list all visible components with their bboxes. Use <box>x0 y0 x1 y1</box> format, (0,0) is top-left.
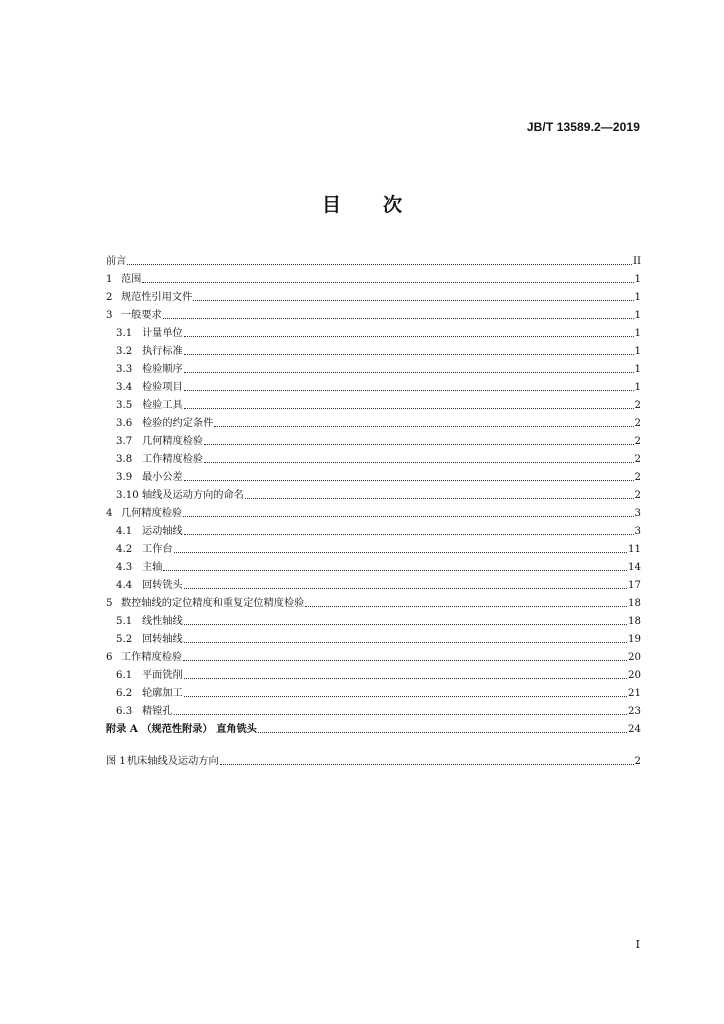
toc-entry-title: 检验顺序 <box>142 364 183 375</box>
toc-entry-number: 3.9 <box>116 472 133 483</box>
toc-entry[interactable] <box>106 394 641 412</box>
toc-entry-page: 2 <box>634 454 641 465</box>
toc-entry-number: 4.3 <box>116 562 133 573</box>
toc-dot-leader <box>184 642 627 643</box>
toc-entry-number: 3.7 <box>116 436 133 447</box>
toc-dot-leader <box>184 336 634 337</box>
toc-entry-number: 4.4 <box>116 580 133 591</box>
toc-dot-leader <box>184 390 634 391</box>
toc-entry[interactable] <box>106 574 641 592</box>
toc-entry-page: 17 <box>628 580 641 591</box>
toc-entry[interactable] <box>106 664 641 682</box>
document-number: JB/T 13589.2—2019 <box>526 120 640 134</box>
toc-dot-leader <box>163 318 634 319</box>
toc-entry-title: 检验项目 <box>142 382 183 393</box>
toc-dot-leader <box>184 480 634 481</box>
toc-entry[interactable] <box>106 592 641 610</box>
toc-entry-number: 3 <box>106 310 113 321</box>
toc-entry[interactable] <box>106 412 641 430</box>
toc-entry-page: 18 <box>628 598 641 609</box>
toc-entry[interactable] <box>106 286 641 304</box>
page-number: I <box>635 938 640 951</box>
toc-entry-title: 规范性引用文件 <box>121 292 193 303</box>
toc-figure-entry[interactable] <box>106 750 641 768</box>
toc-entry-title: 工作台 <box>142 544 173 555</box>
toc-entry-page: 2 <box>634 418 641 429</box>
toc-entry[interactable] <box>106 376 641 394</box>
toc-entry-number: 3.8 <box>116 454 133 465</box>
toc-entry-page: 2 <box>634 472 641 483</box>
toc-entry-title: 工作精度检验 <box>142 454 204 465</box>
toc-entry[interactable] <box>106 718 641 736</box>
page-title-char-1: 目 <box>321 194 341 216</box>
toc-entry-number: 3.5 <box>116 400 133 411</box>
toc-entry-number: 5.2 <box>116 634 133 645</box>
toc-entry-page: 2 <box>634 436 641 447</box>
toc-entry[interactable] <box>106 340 641 358</box>
toc-dot-leader <box>193 300 633 301</box>
toc-entry-page: 3 <box>634 526 641 537</box>
toc-entry[interactable] <box>106 304 641 322</box>
toc-entry-page: 20 <box>628 670 641 681</box>
toc-entry-number: 3.10 <box>116 490 139 501</box>
toc-entry-title: 几何精度检验 <box>121 508 183 519</box>
toc-entry-number: 3.1 <box>116 328 133 339</box>
toc-entry-title: 运动轴线 <box>142 526 183 537</box>
toc-entry-title: 数控轴线的定位精度和重复定位精度检验 <box>121 598 305 609</box>
toc-entry-page: 3 <box>634 508 641 519</box>
toc-entry[interactable] <box>106 700 641 718</box>
toc-dot-leader <box>174 552 627 553</box>
toc-entry[interactable] <box>106 502 641 520</box>
toc-entry-title: 计量单位 <box>142 328 183 339</box>
toc-entry-page: 1 <box>634 310 641 321</box>
toc-dot-leader <box>184 678 627 679</box>
toc-entry-title: 前言 <box>106 256 127 267</box>
toc-entry-title: 平面铣削 <box>142 670 183 681</box>
toc-dot-leader <box>127 264 632 265</box>
toc-dot-leader <box>184 372 634 373</box>
toc-entry-number: 3.4 <box>116 382 133 393</box>
toc-dot-leader <box>184 354 634 355</box>
toc-entry-title: 检验的约定条件 <box>142 418 214 429</box>
toc-entry[interactable] <box>106 556 641 574</box>
table-of-contents <box>106 250 641 768</box>
toc-entry[interactable] <box>106 646 641 664</box>
page-title-char-2: 次 <box>383 194 403 216</box>
toc-dot-leader <box>184 624 627 625</box>
toc-entry-title: 回转轴线 <box>142 634 183 645</box>
toc-dot-leader <box>183 516 633 517</box>
toc-entry-title: 工作精度检验 <box>121 652 183 663</box>
toc-entry[interactable] <box>106 484 641 502</box>
toc-entry-title: 精镗孔 <box>142 706 173 717</box>
toc-dot-leader <box>305 606 627 607</box>
toc-entry-title: 轮廓加工 <box>142 688 183 699</box>
toc-dot-leader <box>142 282 633 283</box>
toc-dot-leader <box>163 570 627 571</box>
toc-entry-title: 一般要求 <box>121 310 162 321</box>
toc-entry-title: 线性轴线 <box>142 616 183 627</box>
toc-entry-number: 6.1 <box>116 670 133 681</box>
toc-entry-number: 4 <box>106 508 113 519</box>
toc-entry[interactable] <box>106 268 641 286</box>
toc-entry-page: 1 <box>634 328 641 339</box>
toc-entry-page: 23 <box>628 706 641 717</box>
toc-entry-page: 11 <box>628 544 641 555</box>
toc-entry-title: 回转铣头 <box>142 580 183 591</box>
toc-entry[interactable] <box>106 628 641 646</box>
toc-entry-page: II <box>632 256 641 267</box>
toc-entry-number: 5.1 <box>116 616 133 627</box>
toc-entry-number: 2 <box>106 292 113 303</box>
toc-entry[interactable] <box>106 466 641 484</box>
toc-dot-leader <box>184 534 634 535</box>
toc-entry[interactable] <box>106 250 641 268</box>
toc-entry-page: 1 <box>634 292 641 303</box>
toc-entry-title: 范围 <box>121 274 142 285</box>
toc-entry-page: 24 <box>628 724 641 735</box>
toc-dot-leader <box>174 714 627 715</box>
toc-dot-leader <box>184 696 627 697</box>
toc-entry[interactable] <box>106 610 641 628</box>
toc-entry-page: 1 <box>634 364 641 375</box>
toc-dot-leader <box>204 444 633 445</box>
toc-dot-leader <box>204 462 633 463</box>
toc-entry[interactable] <box>106 358 641 376</box>
toc-entry[interactable] <box>106 538 641 556</box>
toc-dot-leader <box>245 498 634 499</box>
toc-entry-number: 3.3 <box>116 364 133 375</box>
toc-entry-title: 主轴 <box>142 562 163 573</box>
toc-entry-number: 3.2 <box>116 346 133 357</box>
toc-dot-leader <box>184 408 634 409</box>
toc-entry-number: 4.1 <box>116 526 133 537</box>
toc-entry[interactable] <box>106 682 641 700</box>
toc-entry-title: 执行标准 <box>142 346 183 357</box>
toc-entry-page: 1 <box>634 346 641 357</box>
toc-entry[interactable] <box>106 322 641 340</box>
toc-dot-leader <box>214 426 633 427</box>
toc-entry-number: 4.2 <box>116 544 133 555</box>
toc-entry-title: 附录 A （规范性附录） 直角铣头 <box>106 723 257 735</box>
toc-dot-leader <box>220 764 634 765</box>
toc-entry-title: 检验工具 <box>142 400 183 411</box>
toc-entry-number: 1 <box>106 274 113 285</box>
toc-entry[interactable] <box>106 430 641 448</box>
toc-entry-title: 机床轴线及运动方向 <box>127 756 219 767</box>
page-title <box>0 190 724 217</box>
toc-entry-title: 最小公差 <box>142 472 183 483</box>
toc-entry-number: 5 <box>106 598 113 609</box>
toc-entry[interactable] <box>106 448 641 466</box>
toc-entry-title: 轴线及运动方向的命名 <box>142 490 244 501</box>
toc-entry-page: 19 <box>628 634 641 645</box>
toc-entry-number: 6 <box>106 652 113 663</box>
toc-entry-number: 3.6 <box>116 418 133 429</box>
toc-entry-page: 1 <box>634 274 641 285</box>
toc-dot-leader <box>258 732 627 733</box>
toc-entry-number: 6.3 <box>116 706 133 717</box>
toc-entry-page: 21 <box>628 688 641 699</box>
toc-entry-page: 2 <box>634 490 641 501</box>
toc-entry-page: 2 <box>634 400 641 411</box>
toc-entry-title: 几何精度检验 <box>142 436 204 447</box>
toc-entry-page: 1 <box>634 382 641 393</box>
toc-entry-number: 图 1 <box>106 756 126 767</box>
toc-dot-leader <box>183 660 627 661</box>
toc-entry-page: 18 <box>628 616 641 627</box>
toc-entry[interactable] <box>106 520 641 538</box>
toc-entry-page: 2 <box>634 756 641 767</box>
toc-entry-page: 14 <box>628 562 641 573</box>
toc-dot-leader <box>184 588 627 589</box>
toc-entry-page: 20 <box>628 652 641 663</box>
toc-entry-number: 6.2 <box>116 688 133 699</box>
